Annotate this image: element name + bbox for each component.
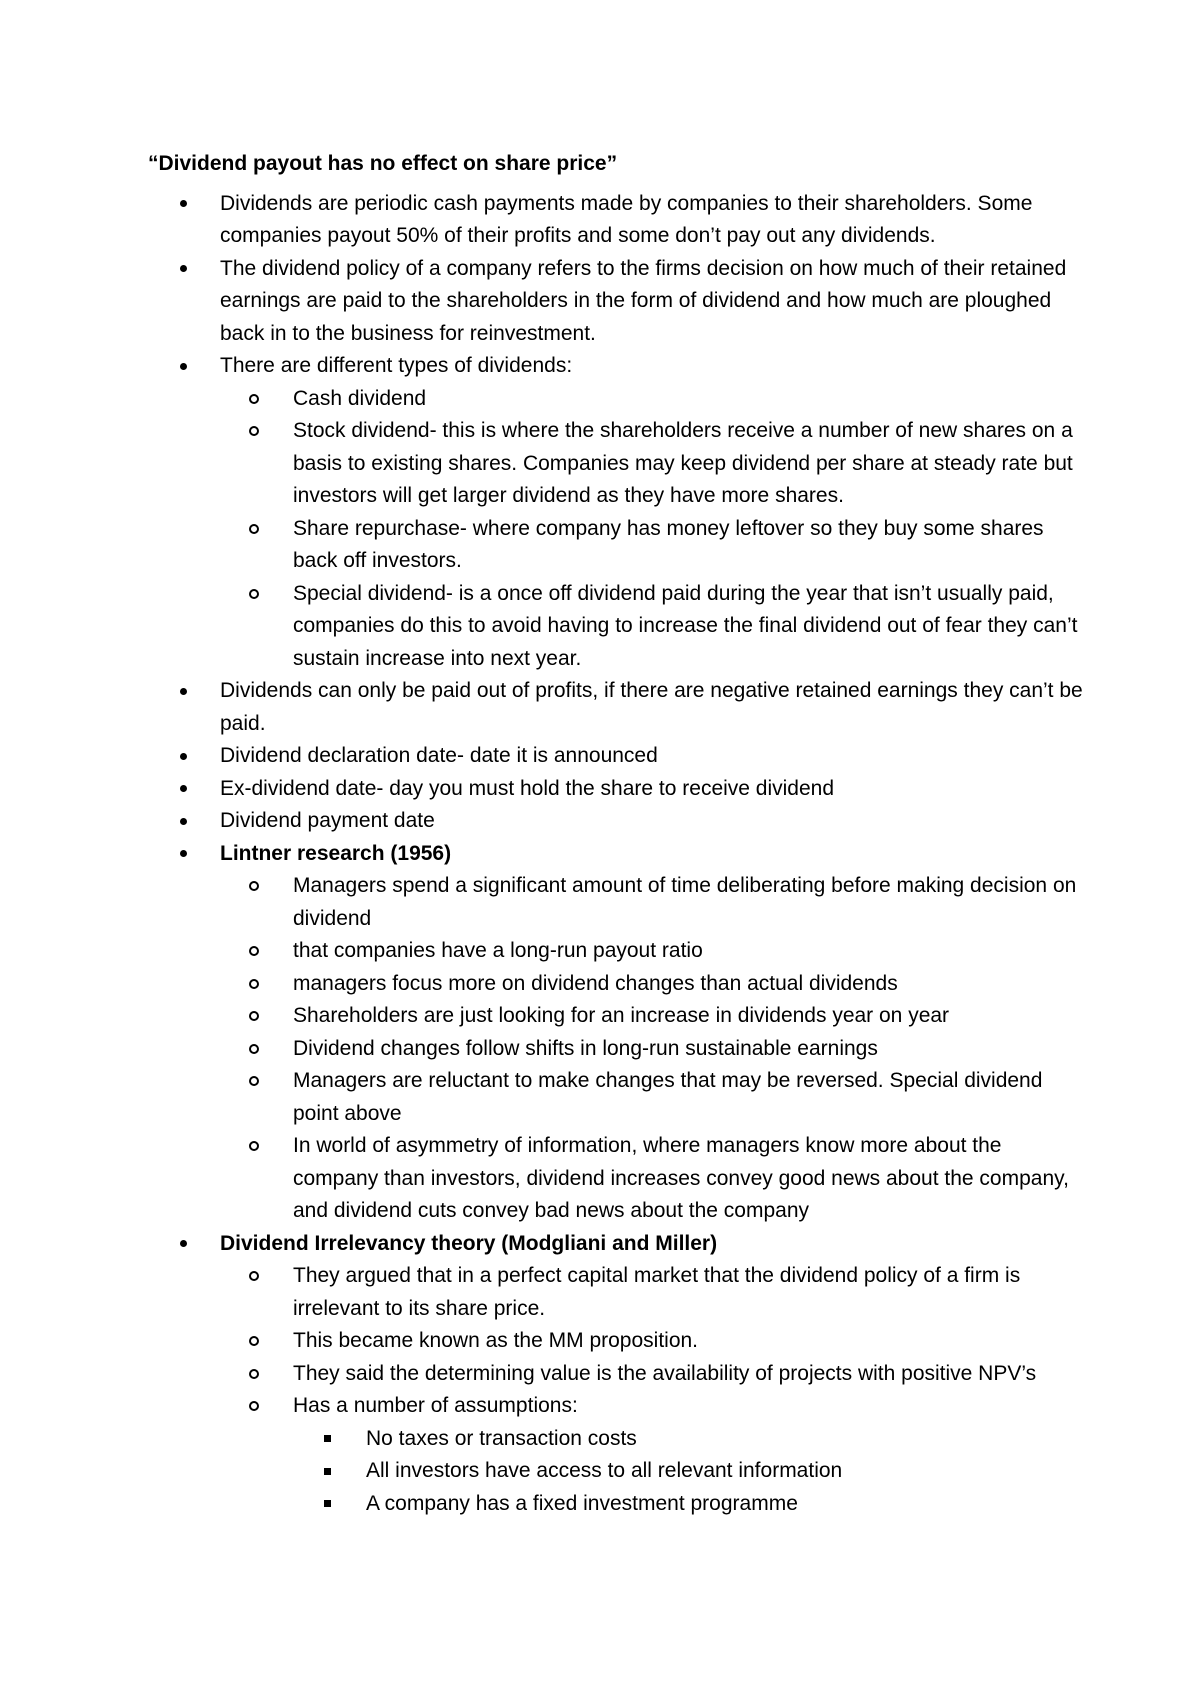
sub-list-item-text: Dividend changes follow shifts in long-run sustainable earnings [293, 1036, 878, 1060]
sub-sub-list-item-text: All investors have access to all relevant information [366, 1459, 843, 1482]
sub-list-item [220, 1130, 1088, 1228]
circle-bullet-icon [247, 1065, 261, 1098]
circle-bullet-icon [247, 1325, 261, 1358]
sub-list-item [220, 578, 1088, 676]
circle-bullet-icon [247, 1358, 261, 1391]
sub-list-item [220, 1325, 1088, 1358]
square-bullet-icon [320, 1455, 334, 1488]
sub-list-item-text: managers focus more on dividend changes than actual dividends [293, 971, 898, 995]
lintner-heading: Lintner research (1956) [220, 841, 452, 865]
sub-list-item [220, 1260, 1088, 1325]
list-item-text: The dividend policy of a company refers to the firms decision on how much of their retained earnings are paid to the shareholders in the form of dividend and how much are ploughed back in to the business for reinvestment. [220, 256, 1067, 345]
bullet-icon [176, 805, 190, 838]
bullet-icon [176, 1228, 190, 1261]
sub-list-item [220, 870, 1088, 935]
list-item [148, 773, 1088, 806]
document-body [148, 148, 1088, 1520]
circle-bullet-icon [247, 935, 261, 968]
circle-bullet-icon [247, 870, 261, 903]
bullet-icon [176, 350, 190, 383]
list-item [148, 188, 1088, 253]
sub-list-item [220, 415, 1088, 513]
list-item-text: Dividends are periodic cash payments made by companies to their shareholders. Some companies payout 50% of their profits and some don’t pay out any dividends. [220, 191, 1033, 247]
sub-list-item-text: Managers are reluctant to make changes that may be reversed. Special dividend point above [293, 1069, 1043, 1125]
circle-bullet-icon [247, 578, 261, 611]
list-item [148, 675, 1088, 740]
bullet-icon [176, 675, 190, 708]
sub-list-item [220, 1065, 1088, 1130]
circle-bullet-icon [247, 1130, 261, 1163]
sub-sub-list-item [293, 1455, 1088, 1488]
bullet-icon [176, 838, 190, 871]
sub-list-item-text: They said the determining value is the availability of projects with positive NPV’s [293, 1361, 1037, 1385]
mm-heading: Dividend Irrelevancy theory (Modgliani and Miller) [220, 1231, 718, 1255]
sub-list-item-text: Shareholders are just looking for an increase in dividends year on year [293, 1004, 950, 1027]
square-bullet-icon [320, 1488, 334, 1521]
sub-list-item-text: They argued that in a perfect capital market that the dividend policy of a firm is irrelevant to its share price. [293, 1264, 1021, 1320]
sub-sub-list-item [293, 1488, 1088, 1521]
sub-list-item [220, 383, 1088, 416]
sub-list-item-text: Cash dividend [293, 386, 427, 410]
sub-sub-list-item-text: No taxes or transaction costs [366, 1426, 637, 1450]
list-item [148, 1228, 1088, 1521]
sub-sub-list-item-text: A company has a fixed investment programme [366, 1491, 798, 1515]
circle-bullet-icon [247, 1260, 261, 1293]
sub-list-item-text: Special dividend- is a once off dividend paid during the year that isn’t usually paid, companies do this to avoid having to increase the final dividend out of fear they can’t sustain increase into next year. [293, 581, 1078, 670]
list-item-text: There are different types of dividends: [220, 354, 573, 377]
sub-list-item-text: Share repurchase- where company has money leftover so they buy some shares back off investors. [293, 516, 1044, 572]
list-item [148, 350, 1088, 675]
square-bullet-icon [320, 1423, 334, 1456]
circle-bullet-icon [247, 968, 261, 1001]
lintner-findings-list [220, 870, 1088, 1228]
list-item-text: Dividend declaration date- date it is announced [220, 744, 658, 767]
sub-list-item-text: Stock dividend- this is where the shareholders receive a number of new shares on a basis to existing shares. Companies may keep dividend per share at steady rate but investors will get larger dividend as they have more shares. [293, 419, 1073, 507]
sub-list-item [220, 513, 1088, 578]
bullet-icon [176, 188, 190, 221]
circle-bullet-icon [247, 1000, 261, 1033]
main-bullet-list [148, 188, 1088, 1521]
list-item-text: Ex-dividend date- day you must hold the share to receive dividend [220, 776, 835, 800]
circle-bullet-icon [247, 1033, 261, 1066]
bullet-icon [176, 773, 190, 806]
list-item [148, 253, 1088, 351]
list-item [148, 740, 1088, 773]
sub-list-item-text: that companies have a long-run payout ratio [293, 939, 703, 962]
dividend-types-list [220, 383, 1088, 676]
sub-list-item [220, 1358, 1088, 1391]
list-item-text: Dividends can only be paid out of profits, if there are negative retained earnings they can’t be paid. [220, 679, 1083, 735]
bullet-icon [176, 740, 190, 773]
sub-list-item [220, 935, 1088, 968]
circle-bullet-icon [247, 513, 261, 546]
sub-list-item [220, 1033, 1088, 1066]
mm-points-list [220, 1260, 1088, 1520]
sub-list-item-text: Managers spend a significant amount of time deliberating before making decision on dividend [293, 874, 1077, 930]
sub-sub-list-item [293, 1423, 1088, 1456]
sub-list-item-text: Has a number of assumptions: [293, 1394, 578, 1417]
sub-list-item [220, 1000, 1088, 1033]
list-item [148, 838, 1088, 1228]
sub-list-item-text: In world of asymmetry of information, where managers know more about the company than investors, dividend increases convey good news about the company, and dividend cuts convey bad news about the company [293, 1134, 1069, 1222]
bullet-icon [176, 253, 190, 286]
circle-bullet-icon [247, 415, 261, 448]
list-item-text: Dividend payment date [220, 809, 435, 832]
circle-bullet-icon [247, 1390, 261, 1423]
assumptions-list [293, 1423, 1088, 1521]
sub-list-item-text: This became known as the MM proposition. [293, 1329, 699, 1352]
sub-list-item [220, 1390, 1088, 1520]
document-title: “Dividend payout has no effect on share price” [148, 152, 618, 175]
list-item [148, 805, 1088, 838]
circle-bullet-icon [247, 383, 261, 416]
sub-list-item [220, 968, 1088, 1001]
